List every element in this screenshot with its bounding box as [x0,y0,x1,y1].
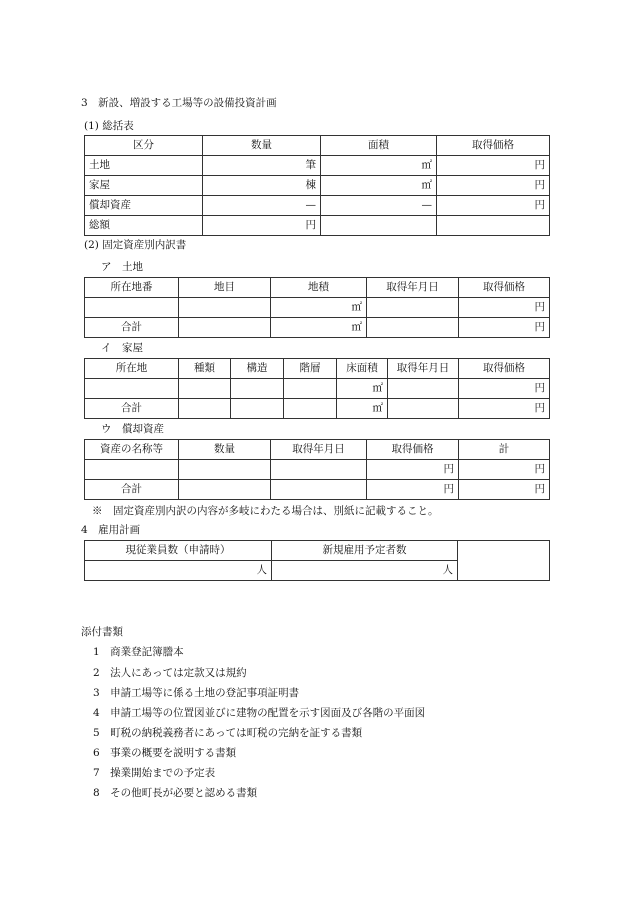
table-header-row [85,278,550,298]
list-item: 1 商業登記簿謄本 [93,646,184,658]
unit-cell: — [321,196,437,216]
list-item: 7 操業開始までの予定表 [93,767,216,779]
unit-cell[interactable]: ㎡ [337,379,388,399]
blank-cell[interactable] [458,541,550,581]
note: ※ 固定資産別内訳の内容が多岐にわたる場合は、別紙に記載すること。 [92,505,439,517]
total-label: 合計 [85,480,179,500]
table-row [85,156,550,176]
input-cell[interactable] [367,298,459,318]
table-row [85,176,550,196]
unit-cell[interactable]: ㎡ [321,156,437,176]
total-row [85,399,550,419]
unit-cell[interactable]: 人 [272,561,458,581]
input-cell[interactable] [231,399,284,419]
header-cell: 階層 [284,359,337,379]
input-cell[interactable] [179,318,271,338]
input-cell[interactable] [284,379,337,399]
header-cell: 現従業員数（申請時） [85,541,272,561]
unit-cell[interactable]: ㎡ [271,298,367,318]
header-cell: 所在地番 [85,278,179,298]
unit-cell[interactable]: 円 [367,460,459,480]
section4-heading: 4 雇用計画 [81,524,141,536]
row-label: 家屋 [85,176,203,196]
header-cell: 数量 [179,440,271,460]
input-cell[interactable] [231,379,284,399]
header-cell: 取得価格 [459,278,550,298]
input-cell[interactable] [179,298,271,318]
unit-cell[interactable]: ㎡ [337,399,388,419]
input-cell[interactable] [179,480,271,500]
input-cell[interactable] [388,379,459,399]
unit-cell[interactable]: ㎡ [321,176,437,196]
table-header-row [85,136,550,156]
input-cell[interactable] [85,460,179,480]
unit-cell[interactable]: 筆 [203,156,321,176]
input-cell[interactable] [85,379,179,399]
header-cell: 取得価格 [459,359,550,379]
section3-heading: 3 新設、増設する工場等の設備投資計画 [81,97,277,109]
header-cell: 計 [459,440,550,460]
list-item: 5 町税の納税義務者にあっては町税の完納を証する書類 [93,727,363,739]
input-cell[interactable] [271,480,367,500]
list-item: 2 法人にあっては定款又は規約 [93,667,247,679]
unit-cell[interactable]: 円 [437,176,550,196]
unit-cell[interactable]: 人 [85,561,272,581]
total-row [85,318,550,338]
house-table [84,358,550,419]
unit-cell[interactable]: 円 [437,196,550,216]
header-cell: 取得年月日 [367,278,459,298]
header-cell: 構造 [231,359,284,379]
table-row [85,196,550,216]
header-cell: 新規雇用予定者数 [272,541,458,561]
unit-cell[interactable]: 円 [437,156,550,176]
input-cell[interactable] [179,399,231,419]
input-cell[interactable] [284,399,337,419]
land-table [84,277,550,338]
header-cell: 取得価格 [437,136,550,156]
empty-cell [437,216,550,236]
total-label: 合計 [85,318,179,338]
list-item: 4 申請工場等の位置図並びに建物の配置を示す図面及び各階の平面図 [93,707,426,719]
header-cell: 取得価格 [367,440,459,460]
input-cell[interactable] [179,379,231,399]
unit-cell[interactable]: ㎡ [271,318,367,338]
unit-cell[interactable]: 円 [459,480,550,500]
list-item: 8 その他町長が必要と認める書類 [93,787,258,799]
total-row [85,480,550,500]
depr-caption: ウ 償却資産 [101,423,164,435]
house-caption: イ 家屋 [101,342,143,354]
unit-cell[interactable]: 円 [459,399,550,419]
unit-cell[interactable]: 円 [459,379,550,399]
row-label: 償却資産 [85,196,203,216]
unit-cell[interactable]: 円 [367,480,459,500]
header-cell: 床面積 [337,359,388,379]
header-cell: 所在地 [85,359,179,379]
attachments-title: 添付書類 [81,626,123,638]
empty-cell [321,216,437,236]
table-header-row [85,359,550,379]
depr-table [84,439,550,500]
input-cell[interactable] [271,460,367,480]
input-cell[interactable] [179,460,271,480]
header-cell: 面積 [321,136,437,156]
input-cell[interactable] [85,298,179,318]
row-label: 総額 [85,216,203,236]
table-header-row [85,440,550,460]
list-item: 6 事業の概要を説明する書類 [93,747,237,759]
land-caption: ア 土地 [101,261,143,273]
header-cell: 資産の名称等 [85,440,179,460]
header-cell: 種類 [179,359,231,379]
list-item: 3 申請工場等に係る土地の登記事項証明書 [93,687,300,699]
input-cell[interactable] [367,318,459,338]
header-cell: 取得年月日 [271,440,367,460]
unit-cell[interactable]: 円 [459,318,550,338]
table-header-row [85,541,550,561]
table-row [85,460,550,480]
unit-cell[interactable]: 棟 [203,176,321,196]
summary-caption: (1) 総括表 [84,120,134,132]
table-row [85,216,550,236]
header-cell: 地積 [271,278,367,298]
unit-cell[interactable]: 円 [459,298,550,318]
breakdown-caption: (2) 固定資産別内訳書 [84,239,187,251]
row-label: 土地 [85,156,203,176]
header-cell: 取得年月日 [388,359,459,379]
table-row [85,298,550,318]
summary-table [84,135,550,236]
table-row [85,379,550,399]
employment-table [84,540,550,581]
unit-cell: — [203,196,321,216]
header-cell: 地目 [179,278,271,298]
unit-cell[interactable]: 円 [203,216,321,236]
header-cell: 数量 [203,136,321,156]
unit-cell[interactable]: 円 [459,460,550,480]
input-cell[interactable] [388,399,459,419]
total-label: 合計 [85,399,179,419]
header-cell: 区分 [85,136,203,156]
